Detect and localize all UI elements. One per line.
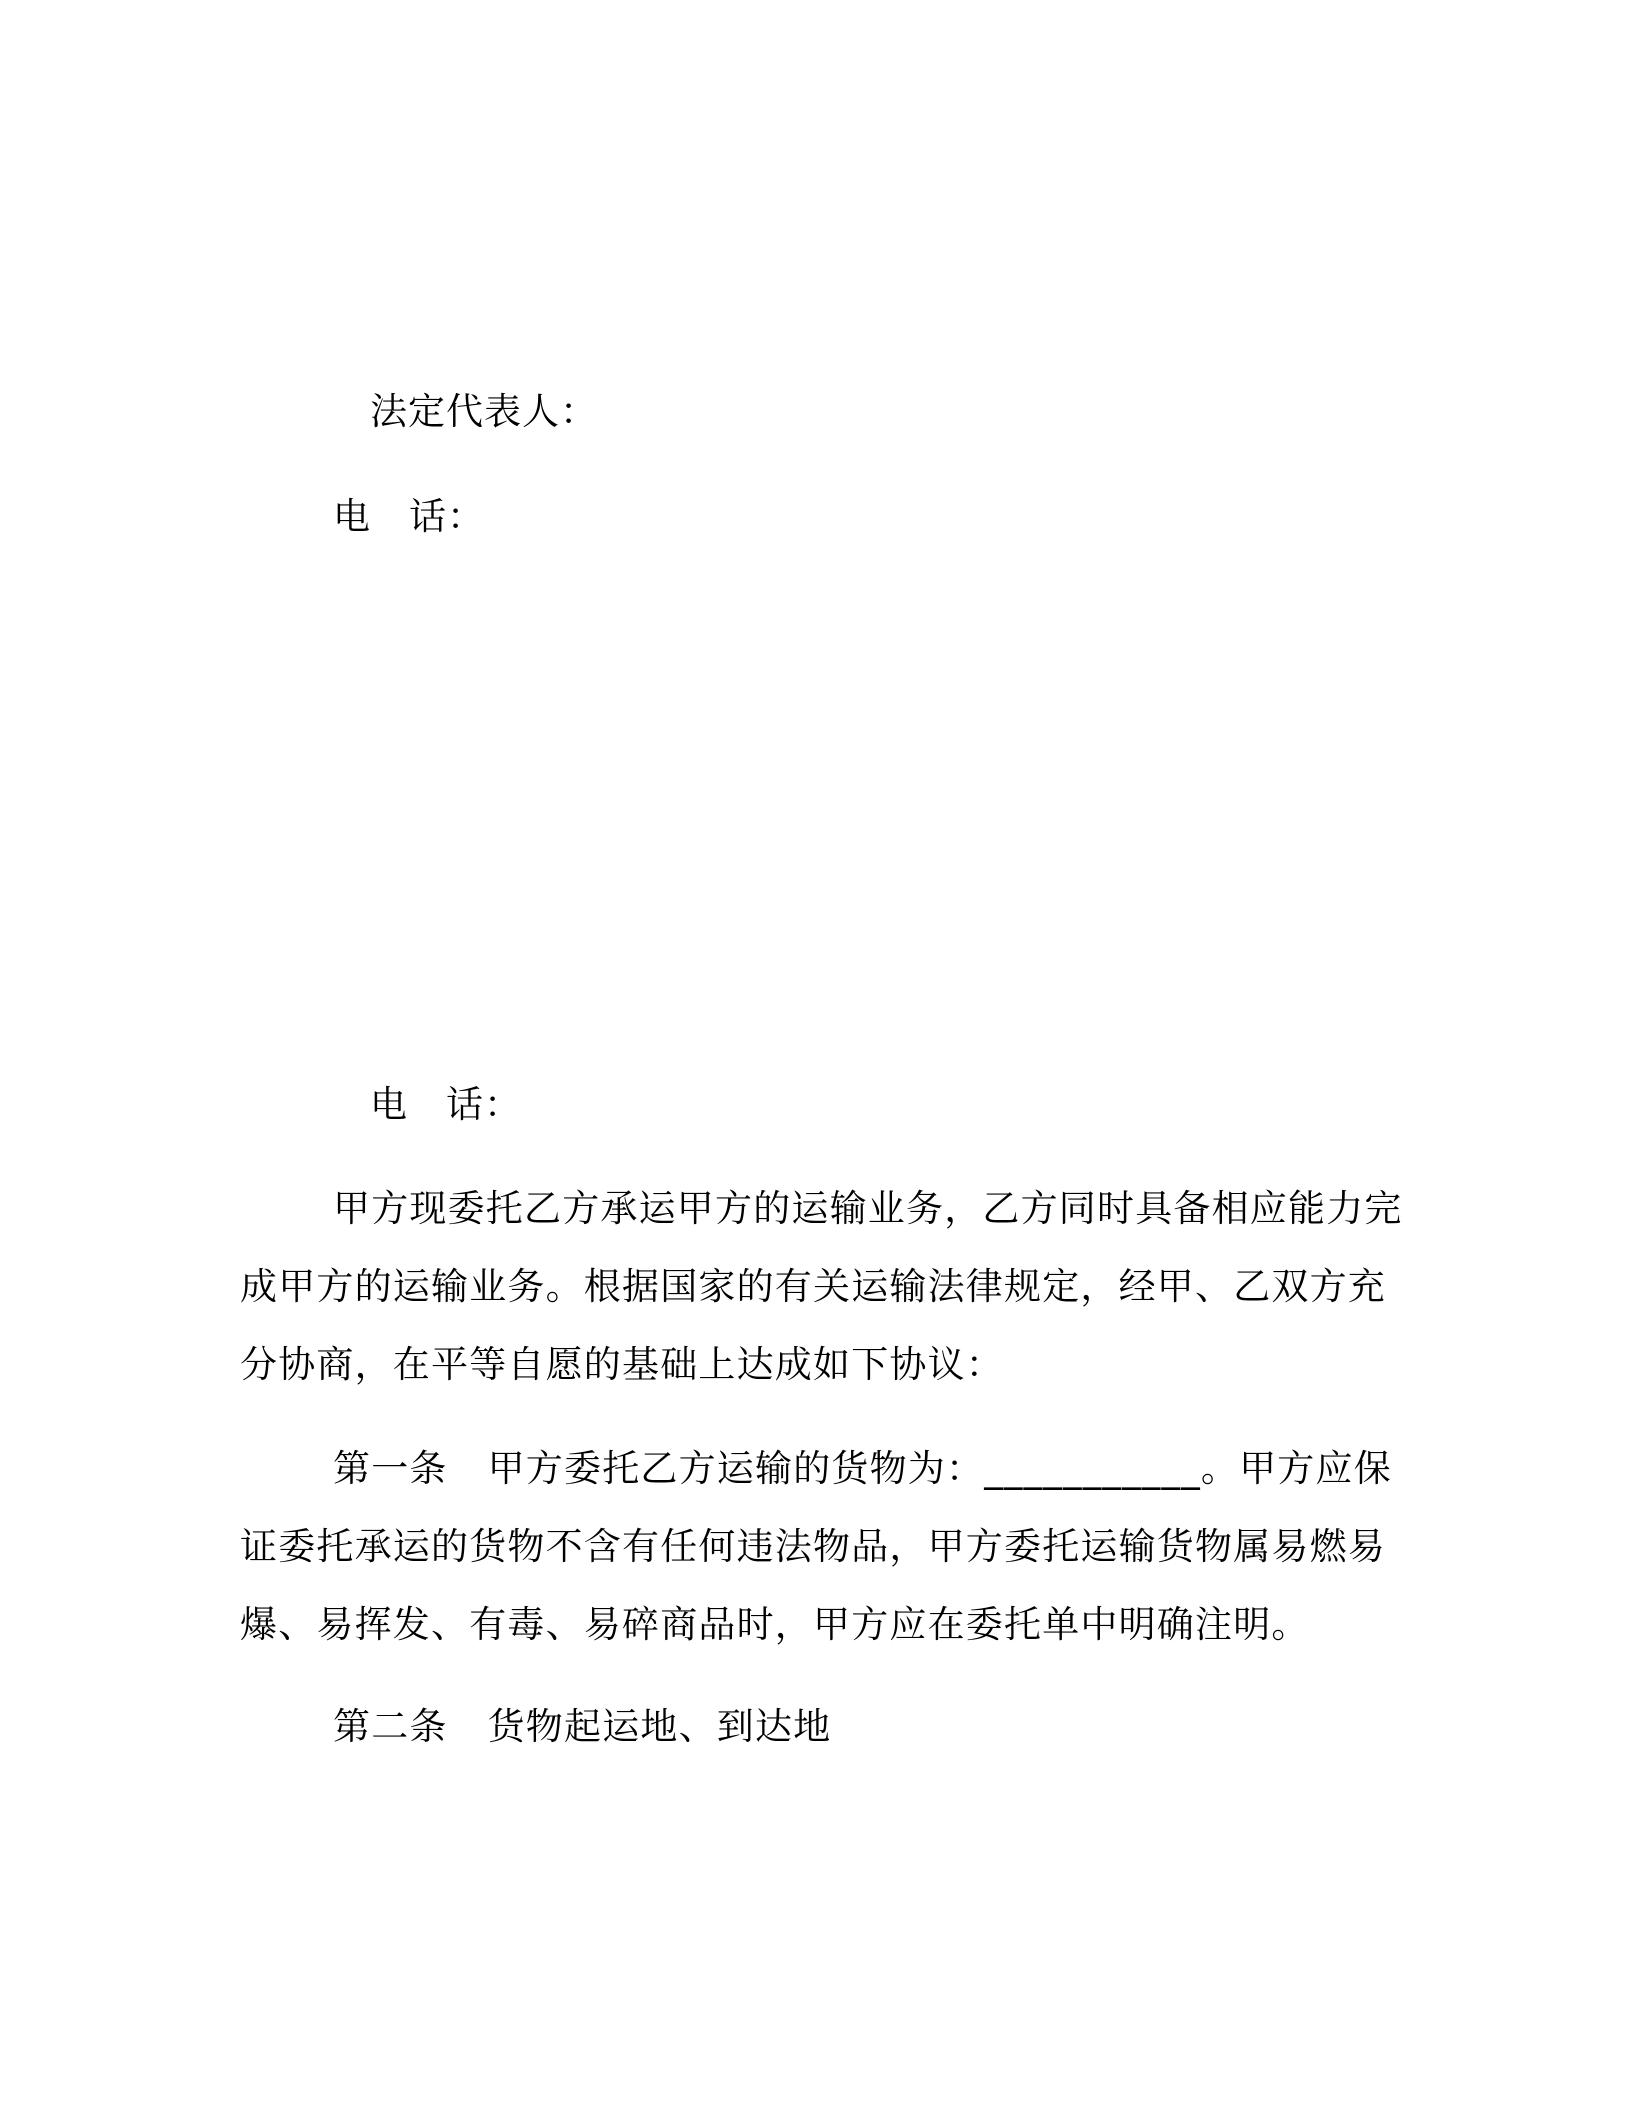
article-1-title: 第一条 xyxy=(333,1447,448,1490)
article-2-text: 货物起运地、到达地 xyxy=(487,1705,832,1748)
intro-line-1: 甲方现委托乙方承运甲方的运输业务，乙方同时具备相应能力完 xyxy=(333,1187,1403,1230)
article-1-line-2: 证委托承运的货物不含有任何违法物品，甲方委托运输货物属易燃易 xyxy=(240,1525,1386,1568)
article-2-title: 第二条 xyxy=(333,1705,448,1748)
phone-label-party-b: 电 话： xyxy=(370,1083,522,1126)
intro-line-3: 分协商，在平等自愿的基础上达成如下协议： xyxy=(240,1343,1004,1386)
article-1-line-3: 爆、易挥发、有毒、易碎商品时，甲方应在委托单中明确注明。 xyxy=(240,1603,1310,1646)
legal-representative-label: 法定代表人： xyxy=(370,390,598,433)
article-1-text: 甲方委托乙方运输的货物为：___________。甲方应保 xyxy=(487,1447,1392,1490)
article-1-line-1 xyxy=(333,1447,1392,1491)
intro-line-2: 成甲方的运输业务。根据国家的有关运输法律规定，经甲、乙双方充 xyxy=(240,1265,1386,1308)
article-2-line-1 xyxy=(333,1705,831,1749)
phone-label-party-a: 电 话： xyxy=(333,495,485,538)
